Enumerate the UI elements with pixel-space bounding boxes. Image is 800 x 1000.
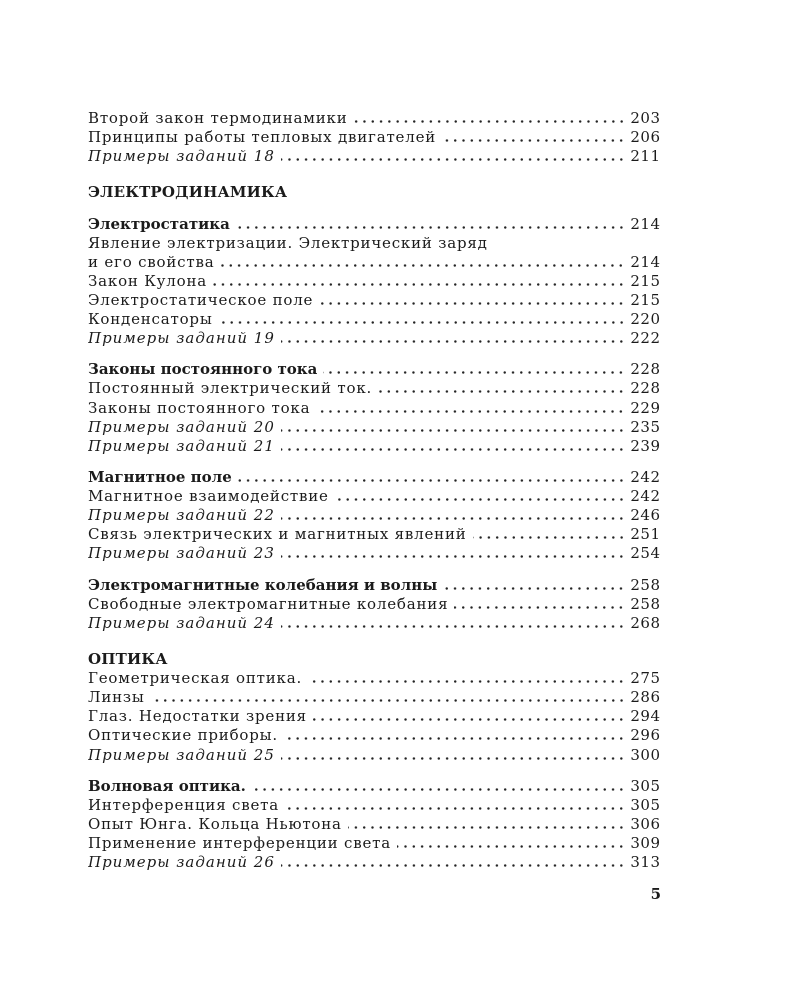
toc-entry-exercises bbox=[88, 329, 660, 348]
toc-entry bbox=[88, 399, 660, 418]
toc-section-title: Законы постоянного тока bbox=[88, 360, 318, 379]
toc-section-entry bbox=[88, 576, 660, 595]
toc-leader-dots bbox=[219, 321, 626, 324]
toc-leader-dots bbox=[313, 718, 625, 721]
toc-entry-page: 305 bbox=[630, 796, 661, 815]
toc-group-thermodynamics bbox=[88, 109, 660, 166]
toc-entry bbox=[88, 310, 660, 329]
toc-entry-title: Примеры заданий 25 bbox=[88, 745, 275, 764]
toc-entry-page: 222 bbox=[630, 328, 661, 347]
toc-entry-page: 214 bbox=[630, 214, 661, 233]
toc-entry-exercises bbox=[88, 437, 660, 456]
toc-entry-title: Связь электрических и магнитных явлений bbox=[88, 525, 467, 544]
toc-entry-page: 206 bbox=[630, 127, 661, 146]
toc-entry-page: 306 bbox=[630, 815, 661, 834]
toc-group-em-oscillations bbox=[88, 576, 660, 633]
toc-entry-page: 251 bbox=[630, 525, 661, 544]
toc-entry-page: 220 bbox=[630, 309, 661, 328]
toc-entry bbox=[88, 128, 660, 147]
toc-leader-dots bbox=[281, 555, 625, 558]
toc-leader-dots bbox=[238, 479, 626, 482]
toc-entry-page: 313 bbox=[630, 853, 661, 872]
toc-leader-dots bbox=[354, 120, 626, 123]
toc-leader-dots bbox=[281, 625, 625, 628]
toc-entry-page: 229 bbox=[630, 398, 661, 417]
toc-group-direct-current bbox=[88, 360, 660, 455]
toc-leader-dots bbox=[378, 390, 625, 393]
toc-entry-page: 215 bbox=[630, 290, 661, 309]
toc-entry bbox=[88, 272, 660, 291]
toc-entry bbox=[88, 595, 660, 614]
toc-entry bbox=[88, 726, 660, 745]
toc-entry-exercises bbox=[88, 544, 660, 563]
toc-entry-title: Примеры заданий 26 bbox=[88, 853, 275, 872]
toc-leader-dots bbox=[151, 699, 626, 702]
toc-part-heading-electrodynamics: ЭЛЕКТРОДИНАМИКА bbox=[88, 183, 288, 202]
toc-leader-dots bbox=[397, 845, 625, 848]
toc-leader-dots bbox=[443, 587, 625, 590]
table-of-contents bbox=[88, 109, 660, 873]
toc-section-entry bbox=[88, 360, 660, 379]
toc-entry bbox=[88, 815, 660, 834]
toc-entry-title: Принципы работы тепловых двигателей bbox=[88, 127, 437, 146]
toc-entry-page: 258 bbox=[630, 575, 661, 594]
toc-leader-dots bbox=[335, 498, 626, 501]
toc-leader-dots bbox=[473, 536, 626, 539]
toc-entry-exercises bbox=[88, 506, 660, 525]
toc-entry bbox=[88, 796, 660, 815]
toc-leader-dots bbox=[281, 448, 625, 451]
toc-entry-page: 309 bbox=[630, 834, 661, 853]
toc-entry-title: Конденсаторы bbox=[88, 309, 213, 328]
toc-entry-title: Глаз. Недостатки зрения bbox=[88, 707, 307, 726]
toc-leader-dots bbox=[252, 788, 625, 791]
toc-entry bbox=[88, 291, 660, 310]
toc-entry-page: 203 bbox=[630, 108, 661, 127]
toc-leader-dots bbox=[284, 737, 625, 740]
toc-entry-title-line: Явление электризации. Электрический заряд bbox=[88, 233, 488, 252]
toc-entry-title: Законы постоянного тока bbox=[88, 398, 311, 417]
toc-entry-title-continuation: и его свойства bbox=[88, 252, 215, 271]
toc-entry bbox=[88, 707, 660, 726]
toc-entry-page: 228 bbox=[630, 360, 661, 379]
toc-leader-dots bbox=[213, 283, 625, 286]
toc-leader-dots bbox=[281, 757, 625, 760]
toc-entry-page: 296 bbox=[630, 726, 661, 745]
toc-group-wave-optics bbox=[88, 777, 660, 872]
toc-section-title: Волновая оптика. bbox=[88, 776, 246, 795]
toc-leader-dots bbox=[308, 680, 625, 683]
page-number: 5 bbox=[650, 885, 661, 903]
toc-entry-page: 286 bbox=[630, 688, 661, 707]
toc-entry bbox=[88, 379, 660, 398]
toc-entry bbox=[88, 669, 660, 688]
toc-section-title: Магнитное поле bbox=[88, 468, 232, 487]
toc-entry-page: 239 bbox=[630, 436, 661, 455]
toc-entry-title: Оптические приборы. bbox=[88, 726, 278, 745]
toc-group-electrostatics bbox=[88, 215, 660, 348]
toc-entry-page: 235 bbox=[630, 417, 661, 436]
toc-entry-page: 268 bbox=[630, 613, 661, 632]
toc-section-title: Электростатика bbox=[88, 214, 230, 233]
toc-entry-exercises bbox=[88, 614, 660, 633]
toc-entry-page: 246 bbox=[630, 506, 661, 525]
toc-entry-title: Закон Кулона bbox=[88, 271, 207, 290]
toc-entry-page: 294 bbox=[630, 707, 661, 726]
toc-section-entry bbox=[88, 468, 660, 487]
toc-entry-title: Примеры заданий 18 bbox=[88, 146, 275, 165]
toc-leader-dots bbox=[281, 340, 625, 343]
toc-leader-dots bbox=[442, 139, 625, 142]
toc-entry-exercises bbox=[88, 147, 660, 166]
toc-leader-dots bbox=[348, 826, 626, 829]
toc-entry-page: 258 bbox=[630, 594, 661, 613]
toc-leader-dots bbox=[281, 517, 625, 520]
toc-entry-title: Примеры заданий 20 bbox=[88, 417, 275, 436]
toc-section-entry bbox=[88, 777, 660, 796]
toc-entry-title: Интерференция света bbox=[88, 796, 279, 815]
toc-entry bbox=[88, 487, 660, 506]
toc-entry-title: Примеры заданий 24 bbox=[88, 613, 275, 632]
toc-entry-page: 228 bbox=[630, 379, 661, 398]
toc-entry-page: 300 bbox=[630, 745, 661, 764]
toc-leader-dots bbox=[323, 371, 625, 374]
toc-entry-title: Линзы bbox=[88, 688, 145, 707]
toc-entry-title: Магнитное взаимодействие bbox=[88, 487, 329, 506]
toc-entry-page: 305 bbox=[630, 776, 661, 795]
toc-leader-dots bbox=[454, 606, 625, 609]
toc-entry-title: Постоянный электрический ток. bbox=[88, 379, 373, 398]
toc-entry bbox=[88, 525, 660, 544]
toc-entry bbox=[88, 109, 660, 128]
toc-entry-page: 275 bbox=[630, 669, 661, 688]
toc-entry-page: 254 bbox=[630, 544, 661, 563]
toc-group-magnetic-field bbox=[88, 468, 660, 563]
toc-section-title: Электромагнитные колебания и волны bbox=[88, 575, 438, 594]
toc-leader-dots bbox=[281, 429, 625, 432]
toc-entry-page: 215 bbox=[630, 271, 661, 290]
toc-leader-dots bbox=[285, 807, 625, 810]
toc-entry-title: Примеры заданий 22 bbox=[88, 506, 275, 525]
toc-entry-page: 211 bbox=[630, 146, 661, 165]
toc-entry bbox=[88, 688, 660, 707]
toc-section-entry bbox=[88, 215, 660, 234]
toc-entry-page: 214 bbox=[630, 252, 661, 271]
toc-leader-dots bbox=[281, 864, 625, 867]
toc-entry-exercises bbox=[88, 853, 660, 872]
toc-entry-page: 242 bbox=[630, 487, 661, 506]
toc-entry-title: Электростатическое поле bbox=[88, 290, 314, 309]
toc-leader-dots bbox=[281, 158, 625, 161]
toc-entry-exercises bbox=[88, 746, 660, 765]
toc-entry-title: Применение интерференции света bbox=[88, 834, 391, 853]
toc-entry-title: Примеры заданий 19 bbox=[88, 328, 275, 347]
toc-leader-dots bbox=[220, 264, 625, 267]
toc-leader-dots bbox=[316, 410, 625, 413]
toc-entry-title: Примеры заданий 21 bbox=[88, 436, 275, 455]
toc-leader-dots bbox=[319, 302, 625, 305]
toc-leader-dots bbox=[236, 226, 626, 229]
toc-entry-title: Геометрическая оптика. bbox=[88, 669, 303, 688]
toc-part-heading-optics: ОПТИКА bbox=[88, 650, 168, 669]
toc-entry-title: Опыт Юнга. Кольца Ньютона bbox=[88, 815, 342, 834]
toc-entry-title: Второй закон термодинамики bbox=[88, 108, 348, 127]
toc-group-geometric-optics bbox=[88, 669, 660, 764]
toc-entry bbox=[88, 253, 660, 272]
toc-entry-page: 242 bbox=[630, 468, 661, 487]
toc-entry-exercises bbox=[88, 418, 660, 437]
toc-entry-title: Примеры заданий 23 bbox=[88, 544, 275, 563]
toc-entry-title: Свободные электромагнитные колебания bbox=[88, 594, 449, 613]
toc-entry bbox=[88, 834, 660, 853]
